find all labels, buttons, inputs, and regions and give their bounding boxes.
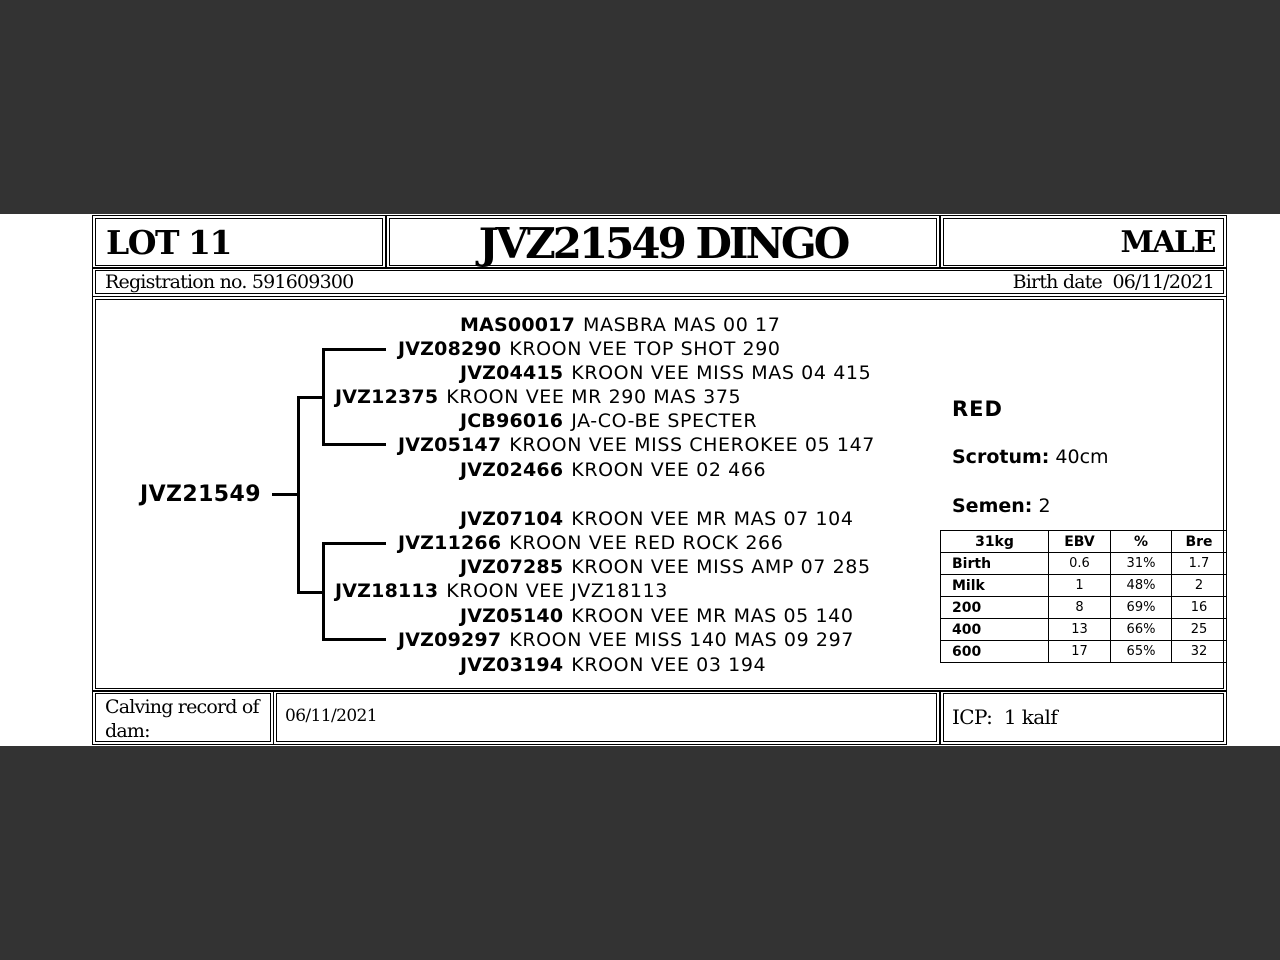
ebv-row bbox=[941, 619, 1227, 641]
pedigree-name: JA-CO-BE SPECTER bbox=[571, 410, 758, 432]
ebv-row bbox=[941, 641, 1227, 663]
ebv-value: 17 bbox=[1049, 641, 1111, 663]
pedigree-connector bbox=[272, 493, 298, 496]
pedigree-connector bbox=[322, 348, 325, 446]
scrotum-row bbox=[952, 446, 1109, 468]
pedigree-code: JVZ03194 bbox=[460, 654, 564, 676]
ebv-header-row bbox=[941, 531, 1227, 553]
ebv-value: 1 bbox=[1049, 575, 1111, 597]
pedigree-name: KROON VEE MISS AMP 07 285 bbox=[571, 556, 871, 578]
pedigree-name: KROON VEE MR MAS 07 104 bbox=[571, 508, 854, 530]
ebv-value: 0.6 bbox=[1049, 553, 1111, 575]
ebv-breed: 16 bbox=[1172, 597, 1227, 619]
ebv-breed: 32 bbox=[1172, 641, 1227, 663]
birth-info bbox=[1013, 271, 1214, 293]
calving-label: Calving record of dam: bbox=[105, 696, 259, 742]
pedigree-name: KROON VEE 02 466 bbox=[571, 459, 767, 481]
pedigree-entry bbox=[398, 629, 854, 651]
pedigree-entry bbox=[335, 580, 668, 602]
pedigree-entry bbox=[460, 508, 854, 530]
pedigree-code: JVZ18113 bbox=[335, 580, 439, 602]
lot-number: LOT 11 bbox=[106, 223, 231, 262]
pedigree-code: JVZ11266 bbox=[398, 532, 502, 554]
calving-label-box bbox=[95, 693, 271, 742]
ebv-row bbox=[941, 553, 1227, 575]
animal-name-box bbox=[389, 218, 937, 266]
ebv-percent: 69% bbox=[1111, 597, 1172, 619]
ebv-breed: 2 bbox=[1172, 575, 1227, 597]
pedigree-name: KROON VEE JVZ18113 bbox=[446, 580, 668, 602]
lot-box bbox=[95, 218, 383, 266]
registration-number: 591609300 bbox=[251, 271, 354, 293]
ebv-value: 8 bbox=[1049, 597, 1111, 619]
sex-label: MALE bbox=[1120, 225, 1215, 260]
ebv-percent: 66% bbox=[1111, 619, 1172, 641]
pedigree-entry bbox=[460, 605, 854, 627]
ebv-trait: 600 bbox=[941, 641, 1049, 663]
birth-date-label: Birth date bbox=[1012, 271, 1102, 293]
pedigree-name: KROON VEE MISS MAS 04 415 bbox=[571, 362, 872, 384]
registration-row bbox=[95, 270, 1224, 294]
pedigree-entry bbox=[460, 556, 871, 578]
pedigree-code: JVZ12375 bbox=[335, 386, 439, 408]
ebv-header: EBV bbox=[1049, 531, 1111, 553]
pedigree-name: KROON VEE MISS 140 MAS 09 297 bbox=[509, 629, 854, 651]
ebv-row bbox=[941, 575, 1227, 597]
ebv-percent: 65% bbox=[1111, 641, 1172, 663]
ebv-header: 31kg bbox=[941, 531, 1049, 553]
pedigree-code: JVZ09297 bbox=[398, 629, 502, 651]
pedigree-name: KROON VEE TOP SHOT 290 bbox=[509, 338, 781, 360]
pedigree-entry bbox=[398, 434, 875, 456]
icp-value: 1 kalf bbox=[1003, 705, 1058, 729]
pedigree-code: JVZ05140 bbox=[460, 605, 564, 627]
pedigree-name: KROON VEE MR MAS 05 140 bbox=[571, 605, 854, 627]
ebv-trait: 200 bbox=[941, 597, 1049, 619]
ebv-value: 13 bbox=[1049, 619, 1111, 641]
pedigree-connector bbox=[297, 396, 300, 594]
scrotum-label: Scrotum: bbox=[952, 446, 1050, 468]
animal-name: JVZ21549 DINGO bbox=[478, 219, 848, 268]
pedigree-entry bbox=[460, 459, 766, 481]
calving-date-box bbox=[276, 693, 937, 742]
pedigree-entry bbox=[460, 362, 871, 384]
pedigree-connector bbox=[297, 591, 325, 594]
pedigree-entry bbox=[460, 410, 757, 432]
pedigree-connector bbox=[322, 443, 386, 446]
scrotum-value: 40cm bbox=[1055, 446, 1109, 468]
pedigree-entry bbox=[398, 532, 783, 554]
lot-sheet bbox=[0, 214, 1280, 746]
pedigree-entry bbox=[398, 338, 781, 360]
pedigree-name: KROON VEE MR 290 MAS 375 bbox=[446, 386, 742, 408]
ebv-table bbox=[940, 530, 1227, 663]
ebv-header: Bre bbox=[1172, 531, 1227, 553]
pedigree-subject: JVZ21549 bbox=[140, 482, 261, 507]
pedigree-connector bbox=[322, 638, 386, 641]
icp-label: ICP: bbox=[952, 705, 993, 729]
pedigree-name: MASBRA MAS 00 17 bbox=[583, 314, 781, 336]
ebv-header: % bbox=[1111, 531, 1172, 553]
pedigree-name: KROON VEE 03 194 bbox=[571, 654, 767, 676]
icp-info bbox=[952, 705, 1057, 729]
colour-label: RED bbox=[952, 397, 1003, 421]
semen-value: 2 bbox=[1038, 495, 1051, 517]
pedigree-entry bbox=[460, 314, 780, 336]
birth-date: 06/11/2021 bbox=[1112, 271, 1214, 293]
ebv-row bbox=[941, 597, 1227, 619]
ebv-breed: 25 bbox=[1172, 619, 1227, 641]
pedigree-connector bbox=[322, 348, 386, 351]
pedigree-code: JCB96016 bbox=[460, 410, 564, 432]
pedigree-entry bbox=[335, 386, 741, 408]
pedigree-code: JVZ04415 bbox=[460, 362, 564, 384]
ebv-trait: 400 bbox=[941, 619, 1049, 641]
pedigree-code: JVZ07285 bbox=[460, 556, 564, 578]
pedigree-connector bbox=[322, 542, 325, 641]
pedigree-code: JVZ05147 bbox=[398, 434, 502, 456]
icp-box bbox=[943, 693, 1224, 742]
sex-box bbox=[943, 218, 1224, 266]
calving-date: 06/11/2021 bbox=[285, 706, 377, 726]
pedigree-name: KROON VEE RED ROCK 266 bbox=[509, 532, 784, 554]
registration-label: Registration no. bbox=[105, 271, 247, 293]
pedigree-connector bbox=[322, 542, 386, 545]
pedigree-connector bbox=[297, 396, 325, 399]
ebv-percent: 31% bbox=[1111, 553, 1172, 575]
ebv-breed: 1.7 bbox=[1172, 553, 1227, 575]
pedigree-code: MAS00017 bbox=[460, 314, 575, 336]
pedigree-code: JVZ08290 bbox=[398, 338, 502, 360]
pedigree-code: JVZ02466 bbox=[460, 459, 564, 481]
ebv-trait: Milk bbox=[941, 575, 1049, 597]
pedigree-code: JVZ07104 bbox=[460, 508, 564, 530]
ebv-trait: Birth bbox=[941, 553, 1049, 575]
registration-info bbox=[105, 271, 353, 293]
pedigree-name: KROON VEE MISS CHEROKEE 05 147 bbox=[509, 434, 875, 456]
semen-label: Semen: bbox=[952, 495, 1033, 517]
ebv-percent: 48% bbox=[1111, 575, 1172, 597]
pedigree-entry bbox=[460, 654, 766, 676]
semen-row bbox=[952, 495, 1051, 517]
